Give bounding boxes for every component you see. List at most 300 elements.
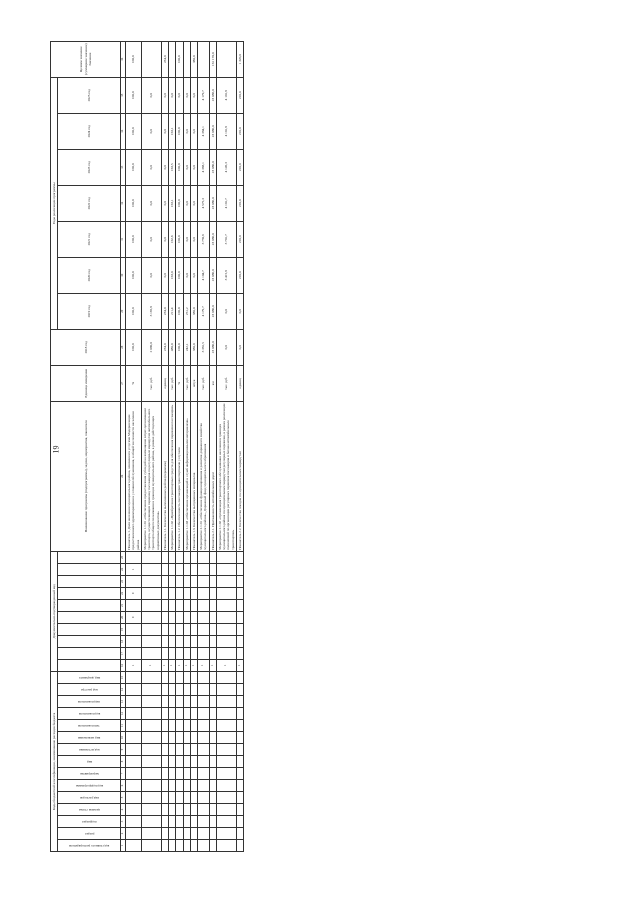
- code-cell: [216, 611, 236, 623]
- code-subheader-label: вид назначения: [78, 735, 101, 740]
- code-cell: [169, 551, 176, 563]
- code-cell: [169, 696, 176, 708]
- final-value-cell: [141, 41, 161, 77]
- code-cell: [236, 816, 243, 828]
- code-cell: [236, 756, 243, 768]
- column-number: 21: [121, 599, 126, 611]
- code-cell: [190, 828, 197, 840]
- code-cell: [169, 599, 176, 611]
- unit-cell: единиц: [161, 365, 168, 401]
- code-cell: 1: [183, 659, 190, 671]
- unit-cell: %: [176, 365, 183, 401]
- code-subheader-label: код показателя: [78, 711, 100, 716]
- code-cell: [161, 623, 168, 635]
- code-cell: [161, 635, 168, 647]
- code-cell: [126, 671, 142, 683]
- code-cell: [190, 816, 197, 828]
- code-cell: [216, 720, 236, 732]
- code-cell: [141, 599, 161, 611]
- year-value-cell: 3 701,7: [216, 221, 236, 257]
- year-value-cell: 0,0: [161, 185, 168, 221]
- rotated-table-container: [50, 43, 590, 852]
- code-subheader: [58, 551, 121, 563]
- year-header: 2020 год: [58, 257, 121, 293]
- year-value-cell: 220,0: [236, 221, 243, 257]
- column-number: 28: [121, 329, 126, 365]
- code-subheader: [58, 575, 121, 587]
- code-cell: [126, 623, 142, 635]
- code-cell: [161, 575, 168, 587]
- year-value-cell: 0,0: [216, 293, 236, 329]
- code-cell: [176, 696, 183, 708]
- code-cell: [126, 804, 142, 816]
- code-cell: [236, 792, 243, 804]
- code-cell: [169, 804, 176, 816]
- year-value-cell: 220,0: [236, 113, 243, 149]
- code-cell: [183, 756, 190, 768]
- year-value-cell: 0,0: [161, 77, 168, 113]
- code-cell: [169, 720, 176, 732]
- code-subheader-label: подраздел: [81, 819, 97, 824]
- code-cell: [176, 744, 183, 756]
- code-cell: [176, 635, 183, 647]
- column-number: 24: [121, 563, 126, 575]
- base-year-cell: 480,0: [169, 329, 176, 365]
- code-cell: [169, 756, 176, 768]
- year-value-cell: 0,0: [141, 221, 161, 257]
- year-header: 2022 год: [58, 185, 121, 221]
- code-cell: [216, 684, 236, 696]
- code-cell: [190, 684, 197, 696]
- code-subheader: [58, 708, 121, 720]
- code-cell: [216, 551, 236, 563]
- year-value-cell: 100,0: [126, 257, 142, 293]
- code-cell: [209, 635, 216, 647]
- code-cell: [161, 720, 168, 732]
- code-cell: [236, 828, 243, 840]
- code-cell: [198, 575, 210, 587]
- code-cell: [216, 635, 236, 647]
- year-value-cell: 23 086,0: [209, 257, 216, 293]
- year-value-cell: 234,0: [161, 293, 168, 329]
- code-cell: [183, 684, 190, 696]
- code-cell: [209, 732, 216, 744]
- code-cell: [209, 756, 216, 768]
- code-cell: [198, 828, 210, 840]
- column-number: 8: [121, 756, 126, 768]
- column-number: 33: [121, 149, 126, 185]
- code-subheader-label: код главного распорядителя: [69, 843, 110, 848]
- code-cell: [141, 744, 161, 756]
- base-year-cell: 3 381,5: [198, 329, 210, 365]
- code-cell: [141, 780, 161, 792]
- code-cell: [161, 696, 168, 708]
- code-cell: [161, 816, 168, 828]
- final-label: Значение: [87, 52, 92, 66]
- code-cell: [141, 768, 161, 780]
- year-value-cell: 0,0: [141, 185, 161, 221]
- code-cell: [183, 804, 190, 816]
- code-cell: [141, 792, 161, 804]
- program-cell: Мероприятие 2.1.01 «Обеспечение функционирования и развития дорожного хозяйства муниципального района», Дорожный фонд муниципального образования: [198, 401, 210, 551]
- year-value-cell: 0,0: [183, 77, 190, 113]
- code-cell: 1: [216, 659, 236, 671]
- code-cell: [190, 720, 197, 732]
- code-cell: [141, 696, 161, 708]
- code-cell: [209, 611, 216, 623]
- code-subheader: [58, 840, 121, 852]
- code-cell: [169, 623, 176, 635]
- year-value-cell: 0,0: [183, 257, 190, 293]
- column-number: 31: [121, 221, 126, 257]
- code-cell: [183, 563, 190, 575]
- column-number: 16: [121, 659, 126, 671]
- code-cell: [161, 804, 168, 816]
- code-cell: [161, 563, 168, 575]
- code-cell: [183, 708, 190, 720]
- code-cell: [169, 780, 176, 792]
- year-value-cell: 211,4: [169, 293, 176, 329]
- code-cell: [216, 563, 236, 575]
- year-value-cell: 380,0: [190, 293, 197, 329]
- final-value-cell: 380,0: [190, 41, 197, 77]
- code-subheader-label: вид: [86, 759, 92, 764]
- column-number: 36: [121, 41, 126, 77]
- code-cell: [190, 768, 197, 780]
- code-cell: [209, 575, 216, 587]
- code-cell: [176, 756, 183, 768]
- code-cell: [216, 780, 236, 792]
- code-cell: [141, 840, 161, 852]
- year-value-cell: 163,0: [169, 257, 176, 293]
- code-cell: [216, 792, 236, 804]
- code-cell: [190, 708, 197, 720]
- code-cell: [141, 671, 161, 683]
- code-cell: [183, 780, 190, 792]
- code-cell: [198, 708, 210, 720]
- table-row: [209, 41, 216, 851]
- code-subheader-label: код источника: [79, 747, 100, 752]
- code-cell: [209, 708, 216, 720]
- code-cell: [209, 792, 216, 804]
- program-cell: Показатель 1.3. Количество выпущенных материалов: [190, 401, 197, 551]
- code-cell: [176, 599, 183, 611]
- year-value-cell: 163,1: [169, 113, 176, 149]
- code-subheader-label: мероприятие: [79, 771, 99, 776]
- code-cell: [161, 599, 168, 611]
- code-cell: [236, 563, 243, 575]
- code-cell: [209, 671, 216, 683]
- year-value-cell: 4 101,8: [216, 113, 236, 149]
- year-value-cell: 163,1: [169, 185, 176, 221]
- code-cell: [236, 611, 243, 623]
- base-year-cell: 234,0: [161, 329, 168, 365]
- code-cell: [198, 840, 210, 852]
- code-cell: [161, 768, 168, 780]
- program-cell: Мероприятие 1.1.02 «Приобретение транспортных средств для обеспечения перевозки пассажиров»: [169, 401, 176, 551]
- code-cell: [190, 563, 197, 575]
- year-value-cell: 23 086,0: [209, 149, 216, 185]
- column-number: 5: [121, 792, 126, 804]
- year-value-cell: 0,0: [190, 113, 197, 149]
- code-cell: [216, 744, 236, 756]
- code-cell: [198, 671, 210, 683]
- year-value-cell: 0,0: [141, 257, 161, 293]
- code-subheader-label: тип показателя: [78, 723, 101, 728]
- year-value-cell: 23 086,0: [209, 293, 216, 329]
- column-number: 15: [121, 671, 126, 683]
- code-cell: [190, 756, 197, 768]
- code-cell: [198, 768, 210, 780]
- year-header: 2024 год: [58, 113, 121, 149]
- code-cell: [169, 671, 176, 683]
- code-cell: [236, 840, 243, 852]
- code-cell: [141, 828, 161, 840]
- code-cell: [236, 768, 243, 780]
- code-cell: [161, 671, 168, 683]
- column-number: 11: [121, 720, 126, 732]
- code-cell: [169, 816, 176, 828]
- code-cell: [176, 780, 183, 792]
- code-cell: [169, 768, 176, 780]
- table-row: [169, 41, 176, 851]
- code-cell: [169, 792, 176, 804]
- base-year-cell: 0,0: [236, 329, 243, 365]
- code-subheader: [58, 659, 121, 671]
- code-subheader: [58, 780, 121, 792]
- column-number: 9: [121, 744, 126, 756]
- code-cell: [141, 551, 161, 563]
- code-cell: [169, 575, 176, 587]
- code-cell: [176, 551, 183, 563]
- code-cell: [209, 587, 216, 599]
- code-cell: [236, 708, 243, 720]
- code-cell: [190, 647, 197, 659]
- code-cell: [198, 623, 210, 635]
- code-cell: [176, 623, 183, 635]
- code-cell: [161, 792, 168, 804]
- code-subheader: [58, 671, 121, 683]
- year-value-cell: 3 759,6: [198, 221, 210, 257]
- year-value-cell: 100,0: [176, 185, 183, 221]
- code-cell: [236, 599, 243, 611]
- code-cell: 0: [126, 587, 142, 599]
- year-value-cell: 100,0: [126, 149, 142, 185]
- unit-cell: тыс. руб.: [141, 365, 161, 401]
- code-cell: [198, 720, 210, 732]
- year-value-cell: 220,0: [236, 149, 243, 185]
- year-value-cell: 0,0: [141, 149, 161, 185]
- code-cell: [190, 551, 197, 563]
- code-subheader: [58, 804, 121, 816]
- code-subheader: [58, 647, 121, 659]
- year-value-cell: 0,0: [183, 149, 190, 185]
- base-year-cell: 242,1: [183, 329, 190, 365]
- code-cell: [183, 816, 190, 828]
- year-value-cell: 100,0: [126, 185, 142, 221]
- code-cell: [126, 720, 142, 732]
- code-cell: [176, 732, 183, 744]
- code-subheader: [58, 587, 121, 599]
- code-cell: [176, 671, 183, 683]
- table-row: [216, 41, 236, 851]
- code-cell: [236, 720, 243, 732]
- code-cell: [216, 816, 236, 828]
- final-value-cell: [216, 41, 236, 77]
- year-value-cell: 4 179,7: [198, 77, 210, 113]
- code-cell: [236, 575, 243, 587]
- code-cell: [141, 720, 161, 732]
- column-number: 25: [121, 551, 126, 563]
- code-cell: [176, 840, 183, 852]
- year-value-cell: 163,5: [169, 149, 176, 185]
- code-subheader-label: код реестра: [80, 687, 98, 692]
- unit-cell: тыс. руб.: [198, 365, 210, 401]
- page-number: 19: [51, 445, 61, 454]
- code-cell: [161, 611, 168, 623]
- column-number: 14: [121, 684, 126, 696]
- code-cell: [183, 599, 190, 611]
- code-cell: [161, 840, 168, 852]
- base-year-cell: 100,0: [126, 329, 142, 365]
- year-value-cell: 0,0: [161, 257, 168, 293]
- code-cell: [190, 744, 197, 756]
- code-cell: [141, 684, 161, 696]
- year-value-cell: 0,0: [236, 293, 243, 329]
- year-value-cell: 4 145,3: [216, 149, 236, 185]
- code-cell: [169, 828, 176, 840]
- code-cell: [126, 744, 142, 756]
- year-value-cell: 0,0: [190, 77, 197, 113]
- code-cell: [190, 696, 197, 708]
- code-cell: [141, 756, 161, 768]
- code-cell: [169, 611, 176, 623]
- code-cell: [209, 828, 216, 840]
- code-cell: [198, 804, 210, 816]
- code-cell: 1: [141, 659, 161, 671]
- code-cell: [216, 768, 236, 780]
- code-subheader: [58, 768, 121, 780]
- code-cell: [216, 575, 236, 587]
- code-cell: [176, 647, 183, 659]
- year-value-cell: 4 575,3: [198, 185, 210, 221]
- final-value-cell: [198, 41, 210, 77]
- base-year-cell: 100,0: [176, 329, 183, 365]
- code-cell: [126, 599, 142, 611]
- code-cell: [183, 635, 190, 647]
- column-number: 18: [121, 635, 126, 647]
- unit-cell: тыс. руб.: [216, 365, 236, 401]
- code-cell: [209, 684, 216, 696]
- unit-cell: единиц: [236, 365, 243, 401]
- code-cell: [183, 720, 190, 732]
- code-cell: 1: [169, 659, 176, 671]
- code-cell: [198, 732, 210, 744]
- code-cell: [161, 684, 168, 696]
- code-cell: [161, 732, 168, 744]
- code-cell: [126, 708, 142, 720]
- column-number: 32: [121, 185, 126, 221]
- column-number: 12: [121, 708, 126, 720]
- year-value-cell: 0,0: [141, 77, 161, 113]
- code-cell: [190, 804, 197, 816]
- code-cell: [169, 647, 176, 659]
- code-cell: [209, 840, 216, 852]
- year-value-cell: 4 101,7: [216, 185, 236, 221]
- year-value-cell: 100,0: [176, 221, 183, 257]
- code-subheader: [58, 623, 121, 635]
- code-cell: [141, 623, 161, 635]
- code-cell: [198, 792, 210, 804]
- code-cell: [141, 635, 161, 647]
- code-cell: [190, 792, 197, 804]
- unit-cell: км: [209, 365, 216, 401]
- code-cell: [190, 671, 197, 683]
- code-cell: [183, 744, 190, 756]
- code-cell: [183, 768, 190, 780]
- code-cell: [183, 587, 190, 599]
- code-cell: [190, 780, 197, 792]
- code-cell: [198, 635, 210, 647]
- final-header: [51, 41, 121, 77]
- column-number: 34: [121, 113, 126, 149]
- code-cell: [176, 708, 183, 720]
- code-cell: [183, 828, 190, 840]
- code-cell: [190, 587, 197, 599]
- code-cell: [198, 599, 210, 611]
- code-subheader: [58, 684, 121, 696]
- code-subheader-label: вид показателя: [78, 699, 101, 704]
- code-cell: [216, 623, 236, 635]
- code-subheader: [58, 696, 121, 708]
- year-value-cell: 23 086,0: [209, 77, 216, 113]
- program-cell: Показатель 1.2. Обеспеченность пассажиров транспортными услугами: [176, 401, 183, 551]
- table-row: [236, 41, 243, 851]
- table-row: [190, 41, 197, 851]
- year-value-cell: 0,0: [183, 113, 190, 149]
- code-cell: [141, 732, 161, 744]
- code-cell: 1: [209, 659, 216, 671]
- year-value-cell: 220,0: [236, 185, 243, 221]
- code-cell: [126, 756, 142, 768]
- final-value-cell: [169, 41, 176, 77]
- code-cell: [198, 611, 210, 623]
- code-cell: [209, 816, 216, 828]
- code-cell: [216, 840, 236, 852]
- code-cell: [198, 756, 210, 768]
- program-cell: Показатель 2.1. Протяженность автомобильных дорог: [209, 401, 216, 551]
- year-value-cell: 220,0: [236, 77, 243, 113]
- code-subheader: [58, 756, 121, 768]
- code-cell: 1: [126, 659, 142, 671]
- year-value-cell: 23 086,0: [209, 185, 216, 221]
- year-value-cell: 3 165,8: [141, 293, 161, 329]
- code-cell: [236, 780, 243, 792]
- year-value-cell: 0,0: [183, 185, 190, 221]
- code-cell: [190, 623, 197, 635]
- code-cell: [126, 768, 142, 780]
- code-cell: [209, 768, 216, 780]
- year-value-cell: 251,2: [183, 293, 190, 329]
- year-value-cell: 0,0: [190, 185, 197, 221]
- code-cell: [209, 696, 216, 708]
- code-cell: [216, 587, 236, 599]
- base-year-header: 2018 год: [51, 329, 121, 365]
- code-cell: [236, 671, 243, 683]
- admin-code-header: Документально-подтвержденный код: [51, 551, 58, 671]
- code-subheader: [58, 720, 121, 732]
- code-cell: [236, 732, 243, 744]
